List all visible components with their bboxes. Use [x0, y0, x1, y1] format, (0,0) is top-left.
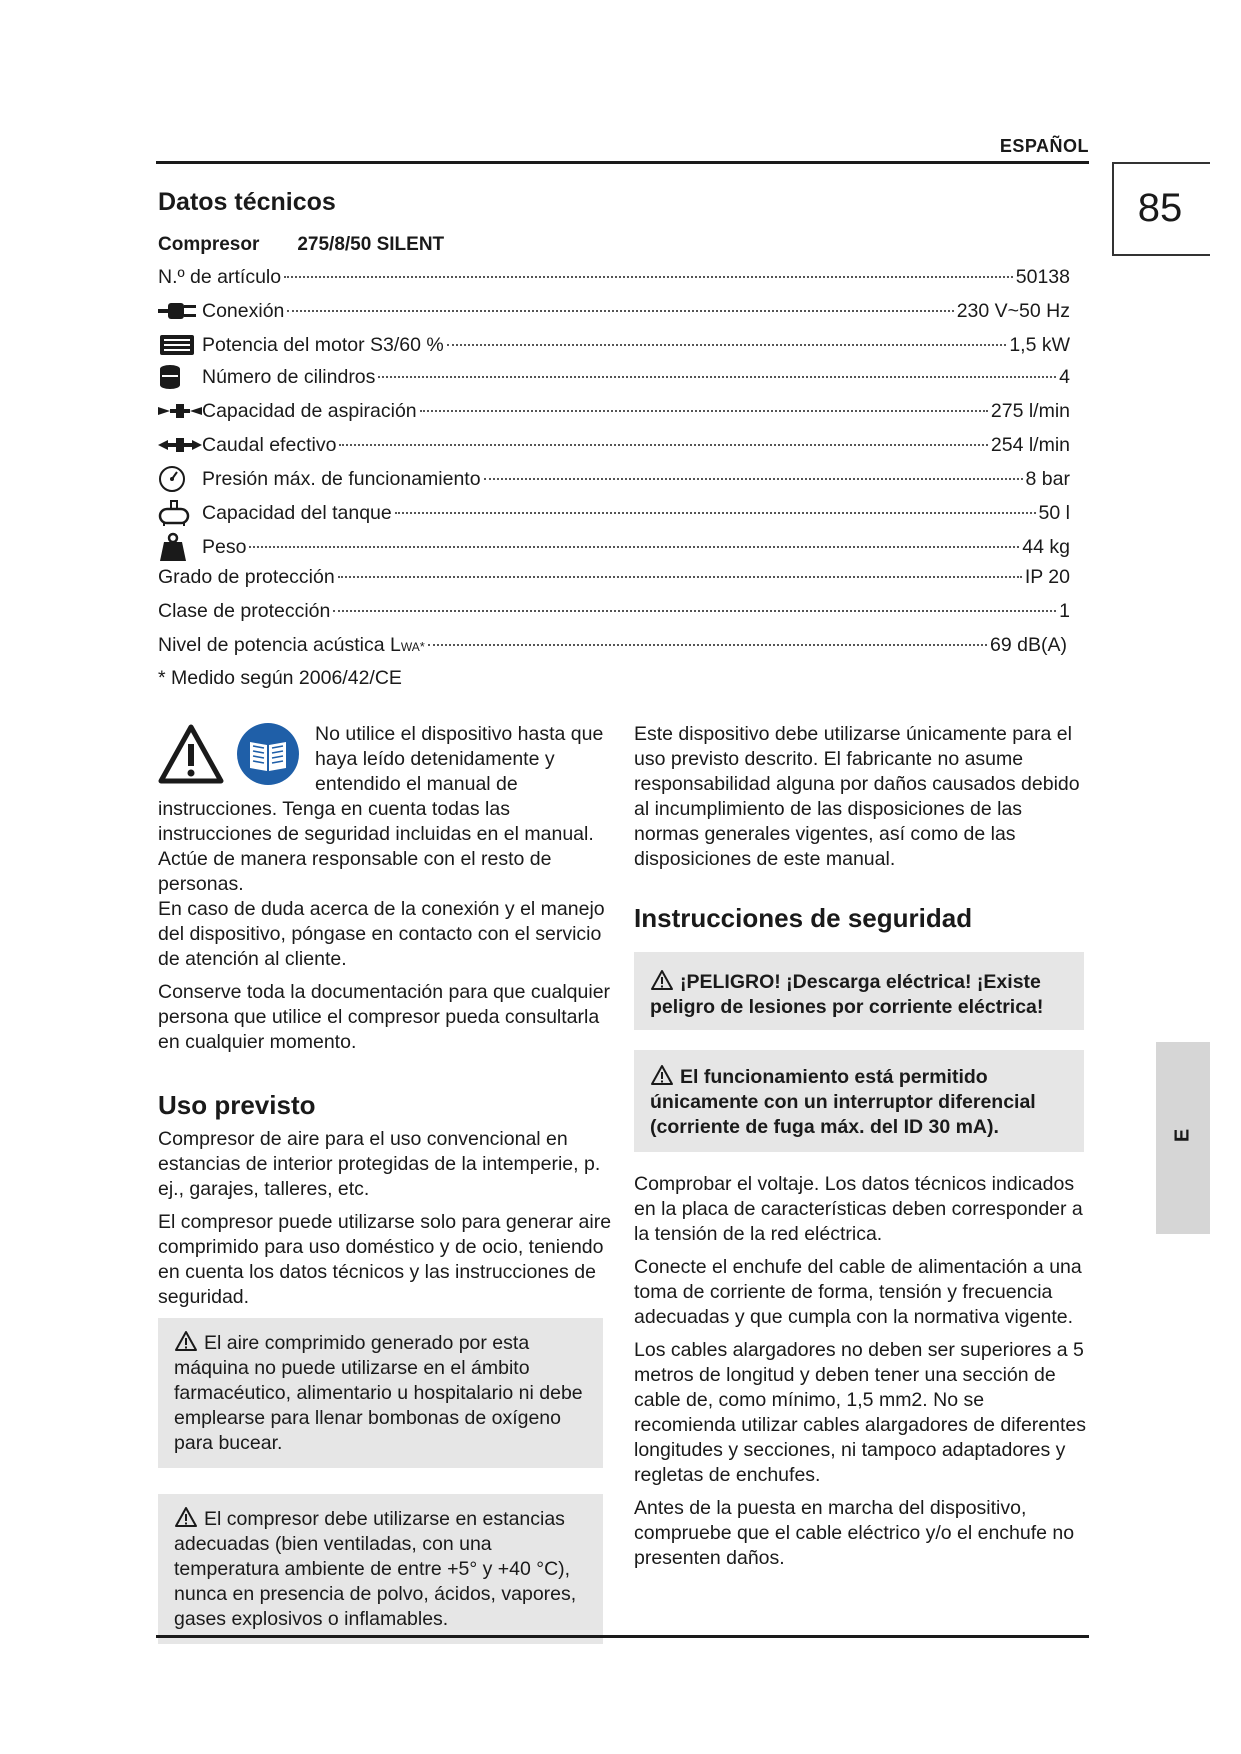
- motor-icon: [158, 333, 202, 357]
- warning-text: El aire comprimido generado por esta máquina no puede utilizarse en el ámbito farmacéutico, alimentario u hospitalario ni debe emplearse para llenar bombonas de oxígeno para bucear.: [174, 1332, 583, 1454]
- intro-lines: [315, 722, 615, 797]
- spec-superscript: *: [419, 639, 425, 654]
- uso-paragraph-1: Compresor de aire para el uso convencional en estancias de interior protegidas de la intemperie, p. ej., garajes, talleres, etc.: [158, 1128, 601, 1200]
- read-manual-icon: [236, 722, 300, 786]
- extension-paragraph: Los cables alargadores no deben ser superiores a 5 metros de longitud y deben tener una sección de cable de, como mínimo, 1,5 mm2. No se recomienda utilizar cables alargadores de diferentes longitudes y secciones, ni tampoco adaptadores y regletas de enchufes.: [634, 1339, 1087, 1486]
- spec-value: 4: [1059, 366, 1070, 388]
- spec-value: IP 20: [1024, 566, 1070, 588]
- dot-leader: [395, 512, 1036, 514]
- warning-box-rcd: [634, 1050, 1084, 1152]
- left-column: [158, 722, 618, 1644]
- uso-paragraph-2: El compresor puede utilizarse solo para generar aire comprimido para uso doméstico y de ocio, teniendo en cuenta los datos técnicos y las instrucciones de seguridad.: [158, 1211, 612, 1308]
- intro-line-1: No utilice el dispositivo hasta que: [315, 723, 604, 745]
- spec-label: N.º de artículo: [158, 266, 282, 288]
- right-column: [634, 722, 1086, 1579]
- spec-value: 254 l/min: [990, 434, 1070, 456]
- spec-row: [158, 465, 1070, 493]
- intro-line-2: haya leído detenidamente y: [315, 748, 555, 770]
- voltage-paragraph: Comprobar el voltaje. Los datos técnicos indicados en la placa de características deben corresponder a la tensión de la red eléctrica.: [634, 1173, 1083, 1245]
- spec-row: [158, 363, 1070, 391]
- page-number: 85: [1137, 186, 1183, 230]
- danger-text: ¡PELIGRO! ¡Descarga eléctrica! ¡Existe peligro de lesiones por corriente eléctrica!: [650, 971, 1044, 1018]
- spec-value: 230 V~50 Hz: [956, 300, 1070, 322]
- dot-leader: [338, 576, 1022, 578]
- spec-value: 69 dB(A): [990, 634, 1067, 656]
- tech-data-title: Datos técnicos: [158, 188, 336, 216]
- spec-value: 275 l/min: [990, 400, 1070, 422]
- danger-box-electric: [634, 952, 1084, 1030]
- spec-value: 8 bar: [1025, 468, 1070, 490]
- dot-leader: [378, 376, 1056, 378]
- spec-value: 50138: [1015, 266, 1070, 288]
- warning-triangle-icon: [158, 724, 224, 784]
- warning-icon: [650, 1064, 674, 1086]
- warning-box-environment: [158, 1494, 603, 1644]
- docs-paragraph: Conserve toda la documentación para que cualquier persona que utilice el compresor pueda consultarla en cualquier momento.: [158, 981, 611, 1053]
- intro-block: [158, 722, 618, 798]
- spec-label: Número de cilindros: [202, 366, 376, 388]
- dot-leader: [249, 546, 1019, 548]
- spec-label: Presión máx. de funcionamiento: [202, 468, 481, 490]
- spec-label: Potencia del motor S3/60 %: [202, 334, 444, 356]
- dot-leader: [287, 310, 953, 312]
- dot-leader: [428, 644, 987, 646]
- spec-label: Nivel de potencia acústica L: [158, 634, 401, 656]
- spec-label: Peso: [202, 536, 247, 558]
- intro-rest: instrucciones. Tenga en cuenta todas las instrucciones de seguridad incluidas en el manual. Actúe de manera responsable con el resto de personas.: [158, 798, 594, 895]
- spec-row: [158, 397, 1070, 425]
- tank-icon: [158, 501, 202, 525]
- spec-row: [158, 563, 1070, 591]
- dot-leader: [333, 610, 1056, 612]
- warning-icon: [174, 1330, 198, 1352]
- intended-use-paragraph: Este dispositivo debe utilizarse únicamente para el uso previsto descrito. El fabricante no asume responsabilidad alguna por daños causados debido al incumplimiento de las disposiciones de las normas generales vigentes, así como de las disposiciones de este manual.: [634, 723, 1080, 870]
- weight-icon: [158, 535, 202, 559]
- warning-box-compressed-air: [158, 1318, 603, 1468]
- spec-row: [158, 431, 1070, 459]
- model-value: 275/8/50 SILENT: [297, 234, 445, 255]
- spec-row: [158, 263, 1070, 291]
- spec-row: [158, 533, 1070, 561]
- top-divider: [156, 161, 1089, 164]
- flow-icon: [158, 433, 202, 457]
- model-label: Compresor: [158, 234, 260, 255]
- plug-icon: [158, 299, 202, 323]
- spec-value: 50 l: [1038, 502, 1070, 524]
- footnote: * Medido según 2006/42/CE: [158, 667, 402, 689]
- spec-label: Conexión: [202, 300, 285, 322]
- cylinder-icon: [158, 365, 202, 389]
- gauge-icon: [158, 467, 202, 491]
- uso-previsto-title: Uso previsto: [158, 1090, 316, 1120]
- rcd-text: El funcionamiento está permitido únicamente con un interruptor diferencial (corriente de fuga máx. del ID 30 mA).: [650, 1066, 1036, 1138]
- intro-line-3: entendido el manual de: [315, 773, 518, 795]
- plug-paragraph: Conecte el enchufe del cable de alimentación a una toma de corriente de forma, tensión y frecuencia adecuadas y que cumpla con la normativa vigente.: [634, 1256, 1082, 1328]
- warning-icon: [174, 1506, 198, 1528]
- spec-value: 1: [1059, 600, 1070, 622]
- spec-row: [158, 331, 1070, 359]
- suction-icon: [158, 399, 202, 423]
- spec-label: Grado de protección: [158, 566, 335, 588]
- safety-title: Instrucciones de seguridad: [634, 903, 973, 933]
- language-label: ESPAÑOL: [999, 136, 1089, 156]
- bottom-divider: [156, 1635, 1089, 1638]
- spec-label: Capacidad de aspiración: [202, 400, 417, 422]
- dot-leader: [484, 478, 1023, 480]
- spec-label: Caudal efectivo: [202, 434, 337, 456]
- dot-leader: [447, 344, 1007, 346]
- warning-text: El compresor debe utilizarse en estancias adecuadas (bien ventiladas, con una temperatura ambiente de entre +5° y +40 °C), nunca en presencia de polvo, ácidos, vapores, gases explosivos o inflamables.: [174, 1508, 577, 1630]
- spec-row: [158, 499, 1070, 527]
- spec-row: [158, 297, 1070, 325]
- spec-row: [158, 597, 1070, 625]
- spec-row: [158, 631, 1067, 659]
- model-line: [158, 234, 482, 256]
- warning-icon: [650, 969, 674, 991]
- spec-subscript: WA: [400, 640, 420, 654]
- inspection-paragraph: Antes de la puesta en marcha del dispositivo, compruebe que el cable eléctrico y/o el enchufe no presenten daños.: [634, 1497, 1075, 1569]
- spec-value: 1,5 kW: [1009, 334, 1070, 356]
- spec-label: Capacidad del tanque: [202, 502, 392, 524]
- dot-leader: [420, 410, 988, 412]
- side-tab-letter: E: [1171, 1128, 1194, 1143]
- dot-leader: [339, 444, 987, 446]
- contact-paragraph: En caso de duda acerca de la conexión y el manejo del dispositivo, póngase en contacto con el servicio de atención al cliente.: [158, 898, 605, 970]
- spec-value: 44 kg: [1022, 536, 1070, 558]
- spec-label: Clase de protección: [158, 600, 331, 622]
- dot-leader: [284, 276, 1013, 278]
- language-side-tab: [1156, 1042, 1210, 1234]
